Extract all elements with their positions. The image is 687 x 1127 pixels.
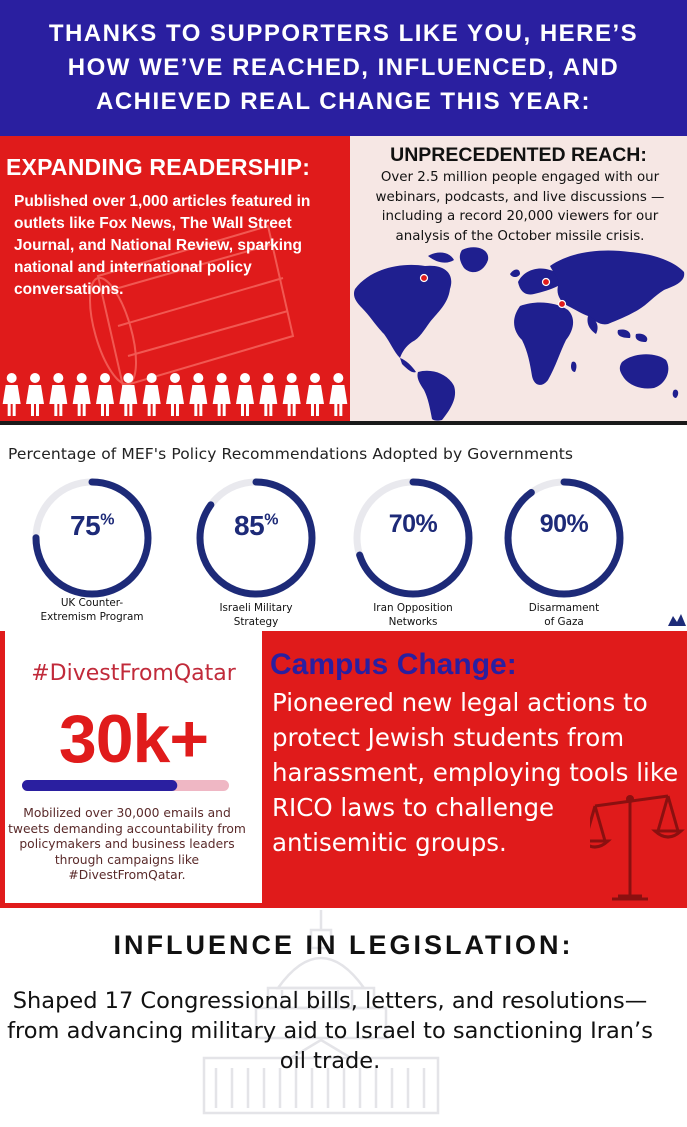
person-icon: [283, 373, 301, 416]
legislation-heading: INFLUENCE IN LEGISLATION:: [113, 930, 574, 960]
gauge-label: Disarmament of Gaza: [528, 602, 600, 628]
gauge-israeli-military: [193, 475, 319, 601]
reach-text: Over 2.5 million people engaged with our webinars, podcasts, and live discussions —including a record 20,000 viewers for our analysis of the October missile crisis.: [375, 170, 665, 244]
reach-heading: UNPRECEDENTED REACH:: [390, 144, 647, 166]
readership-heading: EXPANDING READERSHIP:: [6, 154, 311, 180]
readership-text: Published over 1,000 articles featured in outlets like Fox News, The Wall Street Journal, and National Review, sparking national and international policy conversations.: [14, 193, 311, 298]
divest-panel: [5, 631, 262, 906]
gauge-label: Iran Opposition Networks: [373, 602, 453, 628]
header-banner: [0, 0, 687, 136]
campus-panel: [262, 631, 687, 906]
gauge-value: 70%: [388, 510, 438, 538]
divest-count: 30k+: [58, 701, 209, 777]
gauge-label: UK Counter- Extremism Program: [40, 597, 144, 623]
scales-of-justice-icon: [590, 771, 687, 906]
gauge-value: 90%: [539, 510, 589, 538]
person-icon: [26, 373, 44, 416]
legislation-text: Shaped 17 Congressional bills, letters, and resolutions—from advancing military aid to Israel to sanctioning Iran’s oil trade.: [7, 988, 653, 1074]
campus-text: Pioneered new legal actions to protect Jewish students from harassment, employing tools like RICO laws to challenge antisemitic groups.: [272, 688, 679, 857]
readership-panel: [0, 136, 350, 421]
person-icon: [143, 373, 161, 416]
policy-section: [0, 425, 687, 631]
person-icon: [189, 373, 207, 416]
divest-text: Mobilized over 30,000 emails and tweets demanding accountability from policymakers and business leaders through campaigns like #DivestFromQatar.: [8, 806, 246, 882]
divest-hashtag: #DivestFromQatar: [31, 661, 236, 686]
gauge-value: 75%: [70, 510, 114, 541]
person-icon: [73, 373, 91, 416]
person-icon: [49, 373, 67, 416]
person-icon: [96, 373, 114, 416]
person-icon: [329, 373, 347, 416]
policy-title: Percentage of MEF's Policy Recommendations Adopted by Governments: [8, 445, 574, 463]
person-icon: [3, 373, 21, 416]
mef-logo-icon: [668, 614, 686, 626]
person-icon: [213, 373, 231, 416]
person-icon: [119, 373, 137, 416]
person-icon: [166, 373, 184, 416]
world-map-icon: [350, 234, 687, 421]
people-row-icon: [0, 372, 350, 418]
gauge-disarmament-gaza: [501, 475, 627, 601]
gauge-label: Israeli Military Strategy: [219, 602, 293, 628]
gauge-uk-counter-extremism: [29, 475, 155, 601]
campus-heading: Campus Change:: [270, 648, 517, 681]
header-title: THANKS TO SUPPORTERS LIKE YOU, HERE’S HOW WE’VE REACHED, INFLUENCED, AND ACHIEVED REAL CHANGE THIS YEAR:: [48, 20, 639, 115]
divest-progress-bar: [22, 780, 229, 791]
legislation-panel: [0, 908, 687, 1127]
divest-progress-fill: [22, 780, 177, 791]
person-icon: [306, 373, 324, 416]
person-icon: [236, 373, 254, 416]
gauge-value: 85%: [234, 510, 278, 541]
reach-panel: [350, 136, 687, 421]
person-icon: [259, 373, 277, 416]
gauge-iran-opposition: [350, 475, 476, 601]
